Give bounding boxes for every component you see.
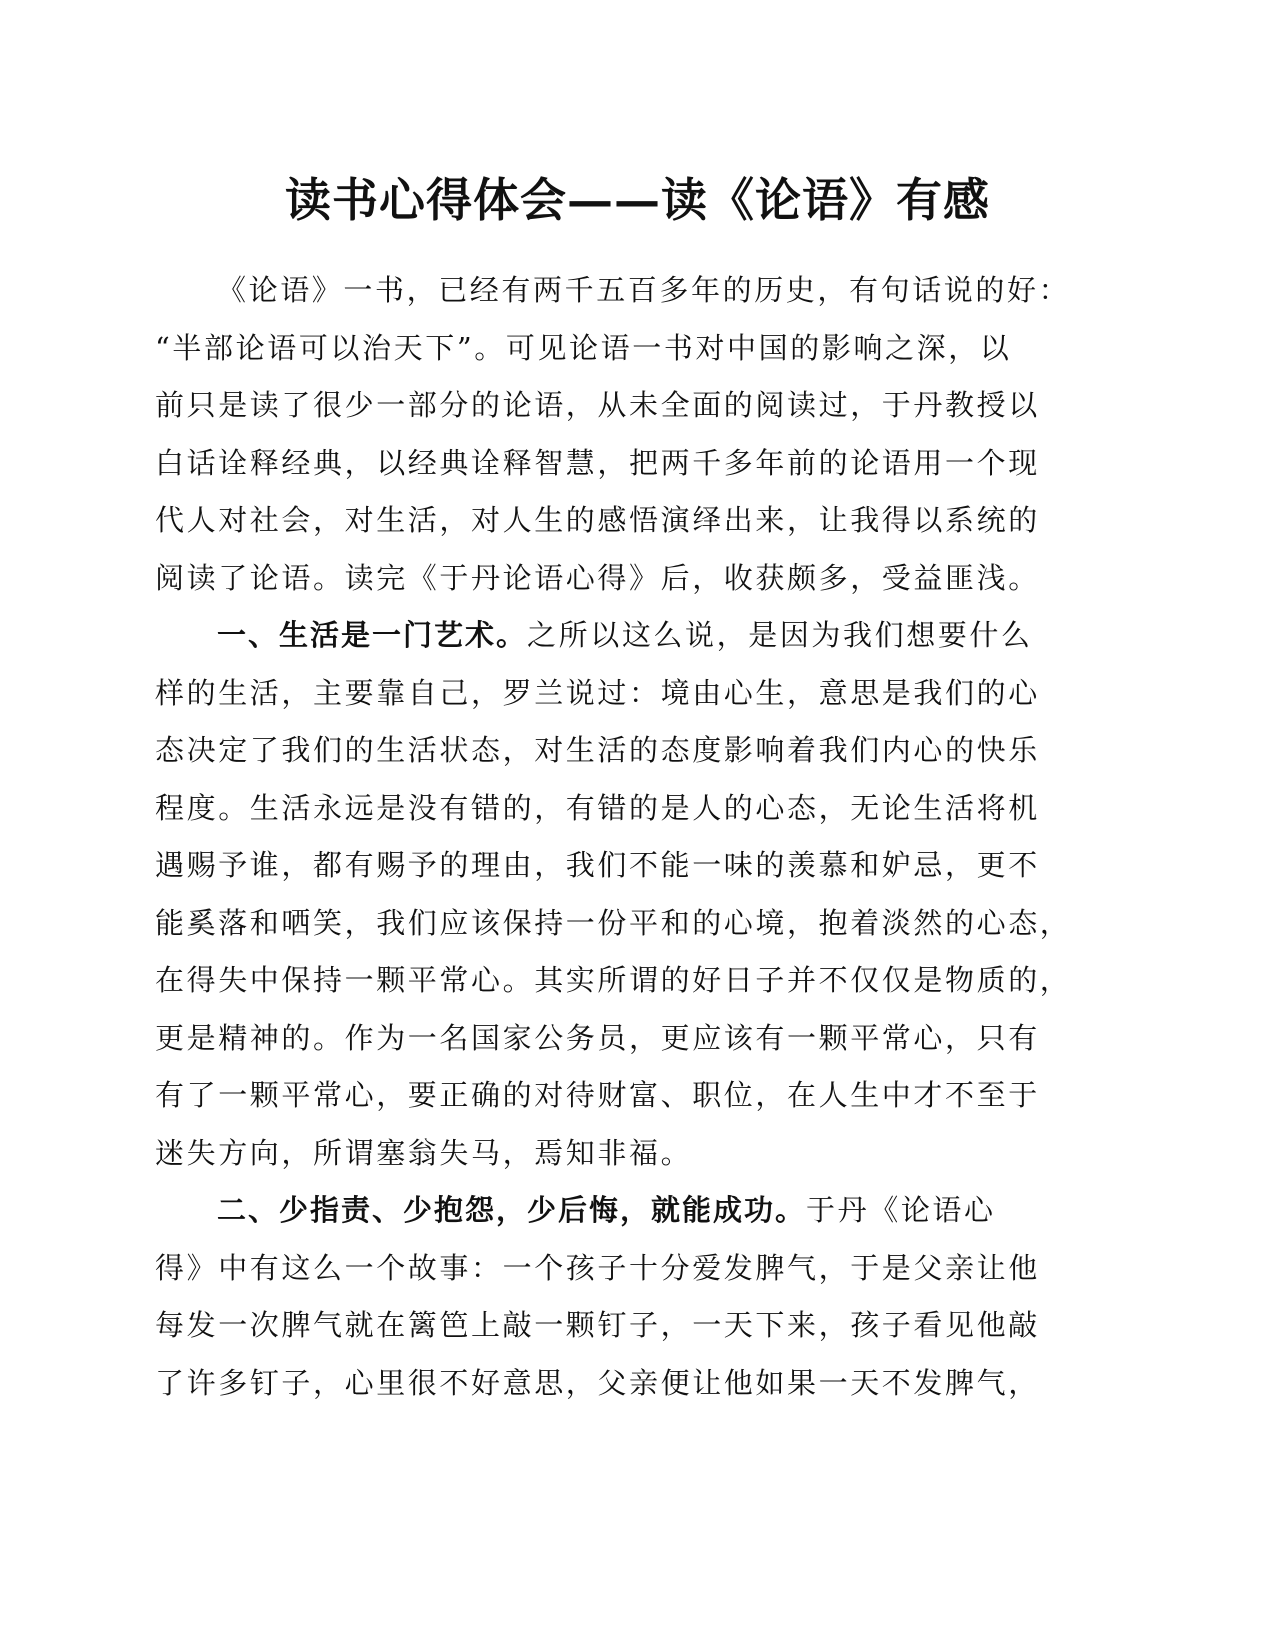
paragraph-2-line-1-text: 之所以这么说，是因为我们想要什么: [527, 618, 1033, 652]
paragraph-1-line-6: 阅读了论语。读完《于丹论语心得》后，收获颇多，受益匪浅。: [155, 560, 1040, 595]
paragraph-2-line-2: 样的生活，主要靠自己，罗兰说过：境由心生，意思是我们的心: [155, 675, 1040, 710]
paragraph-1-line-1: 《论语》一书，已经有两千五百多年的历史，有句话说的好：: [217, 273, 1071, 307]
paragraph-2-line-4: 程度。生活永远是没有错的，有错的是人的心态，无论生活将机: [155, 790, 1040, 825]
paragraph-1-line-2: “半部论语可以治天下”。可见论语一书对中国的影响之深，以: [155, 330, 1012, 365]
paragraph-2-line-6: 能奚落和哂笑，我们应该保持一份平和的心境，抱着淡然的心态，: [155, 905, 1072, 940]
paragraph-3-line-2: 得》中有这么一个故事：一个孩子十分爱发脾气，于是父亲让他: [155, 1250, 1040, 1285]
paragraph-1-line-5: 代人对社会，对生活，对人生的感悟演绎出来，让我得以系统的: [155, 503, 1040, 537]
paragraph-3-line-1-text: 于丹《论语心: [806, 1193, 996, 1227]
paragraph-1-line-3: 前只是读了很少一部分的论语，从未全面的阅读过，于丹教授以: [155, 388, 1040, 422]
document-body: [155, 262, 1100, 1412]
paragraph-2-line-1: [155, 607, 1100, 665]
paragraph-2-line-5: 遇赐予谁，都有赐予的理由，我们不能一味的羡慕和妒忌，更不: [155, 848, 1040, 882]
paragraph-3-line-4: 了许多钉子，心里很不好意思，父亲便让他如果一天不发脾气，: [155, 1365, 1040, 1400]
paragraph-2-line-8: 更是精神的。作为一名国家公务员，更应该有一颗平常心，只有: [155, 1020, 1040, 1055]
paragraph-2-line-3: 态决定了我们的生活状态，对生活的态度影响着我们内心的快乐: [155, 733, 1040, 767]
section-heading-1: 一、生活是一门艺术。: [217, 618, 528, 652]
paragraph-2-line-9: 有了一颗平常心，要正确的对待财富、职位，在人生中才不至于: [155, 1078, 1040, 1112]
paragraph-3-line-3: 每发一次脾气就在篱笆上敲一颗钉子，一天下来，孩子看见他敲: [155, 1308, 1040, 1342]
paragraph-2-line-10: 迷失方向，所谓塞翁失马，焉知非福。: [155, 1135, 693, 1170]
paragraph-2-line-7: 在得失中保持一颗平常心。其实所谓的好日子并不仅仅是物质的，: [155, 963, 1072, 997]
section-heading-2: 二、少指责、少抱怨，少后悔，就能成功。: [217, 1193, 807, 1227]
paragraph-1-line-4: 白话诠释经典，以经典诠释智慧，把两千多年前的论语用一个现: [155, 445, 1040, 480]
document-title: 读书心得体会——读《论语》有感: [285, 173, 990, 227]
paragraph-3-line-1: [155, 1182, 1100, 1240]
